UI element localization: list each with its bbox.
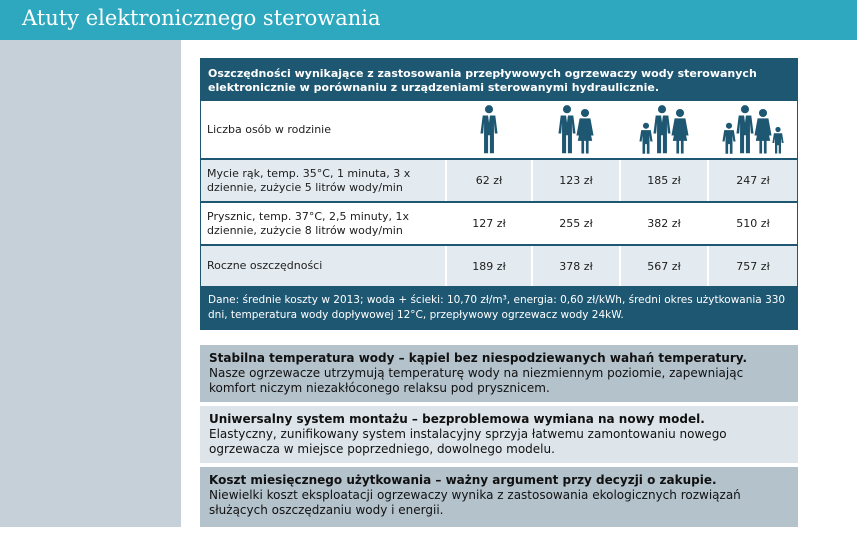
- feature-box: [200, 467, 798, 527]
- man-icon: [736, 104, 754, 154]
- feature-heading: Uniwersalny system montażu – bezproblemowa wymiana na nowy model.: [209, 412, 705, 426]
- family-1-person: [447, 101, 531, 158]
- table-row: [201, 160, 797, 201]
- row-label: Mycie rąk, temp. 35°C, 1 minuta, 3 x dziennie, zużycie 5 litrów wody/min: [207, 166, 411, 194]
- feature-text: Nasze ogrzewacze utrzymują temperaturę wody na niezmiennym poziomie, zapewniając komfort niczym niezakłóconego relaksu pod prysznicem.: [209, 366, 744, 395]
- row-label: Roczne oszczędności: [207, 259, 323, 272]
- feature-box: [200, 345, 798, 402]
- feature-box: [200, 406, 798, 463]
- table-cell: 378 zł: [533, 246, 619, 286]
- man-icon: [480, 104, 498, 154]
- page-header: [0, 0, 857, 40]
- family-3-persons: [621, 101, 707, 158]
- woman-icon: [671, 108, 689, 154]
- table-cell: 757 zł: [709, 246, 797, 286]
- man-icon: [653, 104, 671, 154]
- child-icon: [722, 122, 736, 154]
- table-cell: 185 zł: [621, 160, 707, 201]
- table-intro: Oszczędności wynikające z zastosowania przepływowych ogrzewaczy wody sterowanych elektronicznie w porównaniu z urządzeniami sterowanymi hydraulicznie.: [208, 67, 757, 94]
- family-2-persons: [533, 101, 619, 158]
- table-cell: 189 zł: [447, 246, 531, 286]
- table-cell: 255 zł: [533, 203, 619, 244]
- family-4-persons: [709, 101, 797, 158]
- child-icon: [772, 126, 784, 154]
- family-size-label: Liczba osób w rodzinie: [207, 122, 332, 136]
- table-cell: 567 zł: [621, 246, 707, 286]
- sidebar-panel: [0, 40, 181, 527]
- table-cell: 510 zł: [709, 203, 797, 244]
- family-size-row: [201, 101, 797, 158]
- woman-icon: [576, 108, 594, 154]
- row-label: Prysznic, temp. 37°C, 2,5 minuty, 1x dziennie, zużycie 8 litrów wody/min: [207, 209, 410, 237]
- savings-table: [200, 58, 798, 330]
- feature-heading: Stabilna temperatura wody – kąpiel bez niespodziewanych wahań temperatury.: [209, 351, 748, 365]
- table-row: [201, 203, 797, 244]
- page-title: Atuty elektronicznego sterowania: [22, 6, 381, 30]
- feature-text: Niewielki koszt eksploatacji ogrzewaczy wynika z zastosowania ekologicznych rozwiązań służących oszczędzaniu wody i energii.: [209, 488, 741, 517]
- table-cell: 62 zł: [447, 160, 531, 201]
- table-cell: 247 zł: [709, 160, 797, 201]
- man-icon: [558, 104, 576, 154]
- table-cell: 123 zł: [533, 160, 619, 201]
- table-cell: 382 zł: [621, 203, 707, 244]
- child-icon: [639, 122, 653, 154]
- table-footnote: Dane: średnie koszty w 2013; woda + ścieki: 10,70 zł/m³, energia: 0,60 zł/kWh, średni okres użytkowania 330 dni, temperatura wody dopływowej 12°C, przepływowy ogrzewacz wody 24kW.: [208, 294, 786, 321]
- table-cell: 127 zł: [447, 203, 531, 244]
- woman-icon: [754, 108, 772, 154]
- feature-heading: Koszt miesięcznego użytkowania – ważny argument przy decyzji o zakupie.: [209, 473, 717, 487]
- table-row: [201, 246, 797, 286]
- feature-text: Elastyczny, zunifikowany system instalacyjny sprzyja łatwemu zamontowaniu nowego ogrzewacza w miejsce poprzedniego, dowolnego modelu.: [209, 427, 727, 456]
